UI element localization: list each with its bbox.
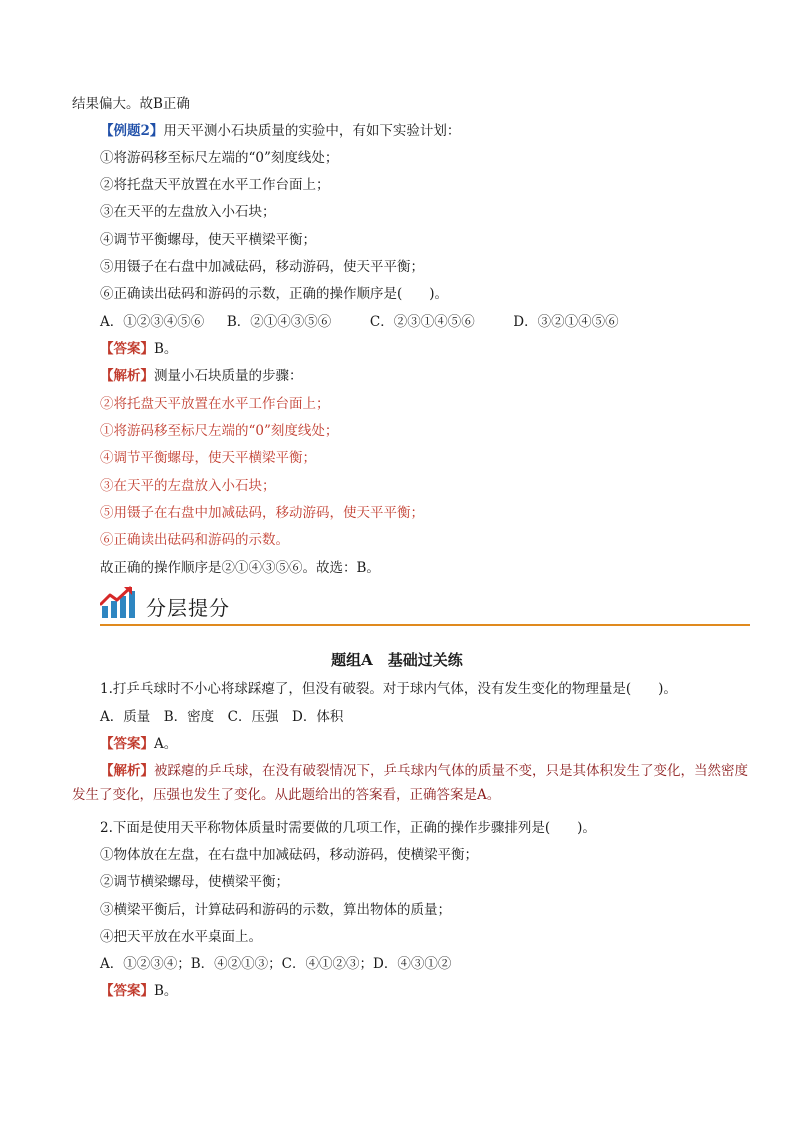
analysis-tag: 【解析】 [100,368,154,384]
q1-stem: 1.打乒乓球时不小心将球踩瘪了，但没有破裂。对于球内气体，没有发生变化的物理量是( )。 [100,681,677,697]
q1-answer [100,734,750,754]
example-tag: 【例题2】 [100,123,164,139]
answer-tag: 【答案】 [100,341,154,357]
example-step: ⑥正确读出砝码和游码的示数，正确的操作顺序是( )。 [100,286,449,302]
answer-text: A。 [154,736,178,752]
analysis-step: ④调节平衡螺母，使天平横梁平衡； [100,450,316,466]
section-title: 分层提分 [146,596,230,620]
chart-arrow-icon [100,586,136,620]
q2-step: ②调节横梁螺母，使横梁平衡； [100,874,289,890]
q1-options: A．质量 B．密度 C．压强 D．体积 [100,709,344,725]
q2-step: ①物体放在左盘，在右盘中加减砝码，移动游码，使横梁平衡； [100,847,478,863]
example-stem-text: 用天平测小石块质量的实验中，有如下实验计划： [163,123,461,139]
example-step: ②将托盘天平放置在水平工作台面上； [100,177,330,193]
example-step: ⑤用镊子在右盘中加减砝码，移动游码，使天平平衡； [100,259,424,275]
example2-stem [100,121,750,141]
option-c: C．②③①④⑤⑥ [369,314,475,330]
section-banner [100,584,750,626]
continuation-line: 结果偏大。故B正确 [72,96,190,112]
example-answer [100,339,750,359]
example-step: ①将游码移至标尺左端的“0”刻度线处； [100,150,339,166]
example-step: ③在天平的左盘放入小石块； [100,204,276,220]
q2-options: A．①②③④；B．④②①③；C．④①②③；D．④③①② [100,956,452,972]
option-d: D．③②①④⑤⑥ [513,314,619,330]
option-a: A．①②③④⑤⑥ [100,314,205,330]
option-b: B．②①④③⑤⑥ [226,314,332,330]
answer-text: B。 [154,341,178,357]
example-options [100,312,750,332]
q2-step: ③横梁平衡后，计算砝码和游码的示数，算出物体的质量； [100,902,451,918]
analysis-step: ⑥正确读出砝码和游码的示数。 [100,532,289,548]
answer-tag: 【答案】 [100,983,154,999]
example-step: ④调节平衡螺母，使天平横梁平衡； [100,232,316,248]
answer-text: B。 [154,983,178,999]
analysis-step: ③在天平的左盘放入小石块； [100,478,276,494]
analysis-intro: 测量小石块质量的步骤： [154,368,303,384]
analysis-step: ②将托盘天平放置在水平工作台面上； [100,396,330,412]
q1-analysis [72,759,752,807]
group-title: 题组A 基础过关练 [331,651,463,669]
analysis-text: 被踩瘪的乒乓球，在没有破裂情况下，乒乓球内气体的质量不变，只是其体积发生了变化，当然密度发生了变化，压强也发生了变化。从此题给出的答案看，正确答案是A。 [72,763,748,803]
analysis-tag: 【解析】 [100,763,154,779]
example-conclusion: 故正确的操作顺序是②①④③⑤⑥。故选：B。 [100,560,380,576]
analysis-step: ⑤用镊子在右盘中加减砝码，移动游码，使天平平衡； [100,505,424,521]
q2-answer [100,981,750,1001]
example-analysis [100,366,750,386]
q2-step: ④把天平放在水平桌面上。 [100,929,262,945]
q2-stem: 2.下面是使用天平称物体质量时需要做的几项工作，正确的操作步骤排列是( )。 [100,820,596,836]
answer-tag: 【答案】 [100,736,154,752]
analysis-step: ①将游码移至标尺左端的“0”刻度线处； [100,423,339,439]
